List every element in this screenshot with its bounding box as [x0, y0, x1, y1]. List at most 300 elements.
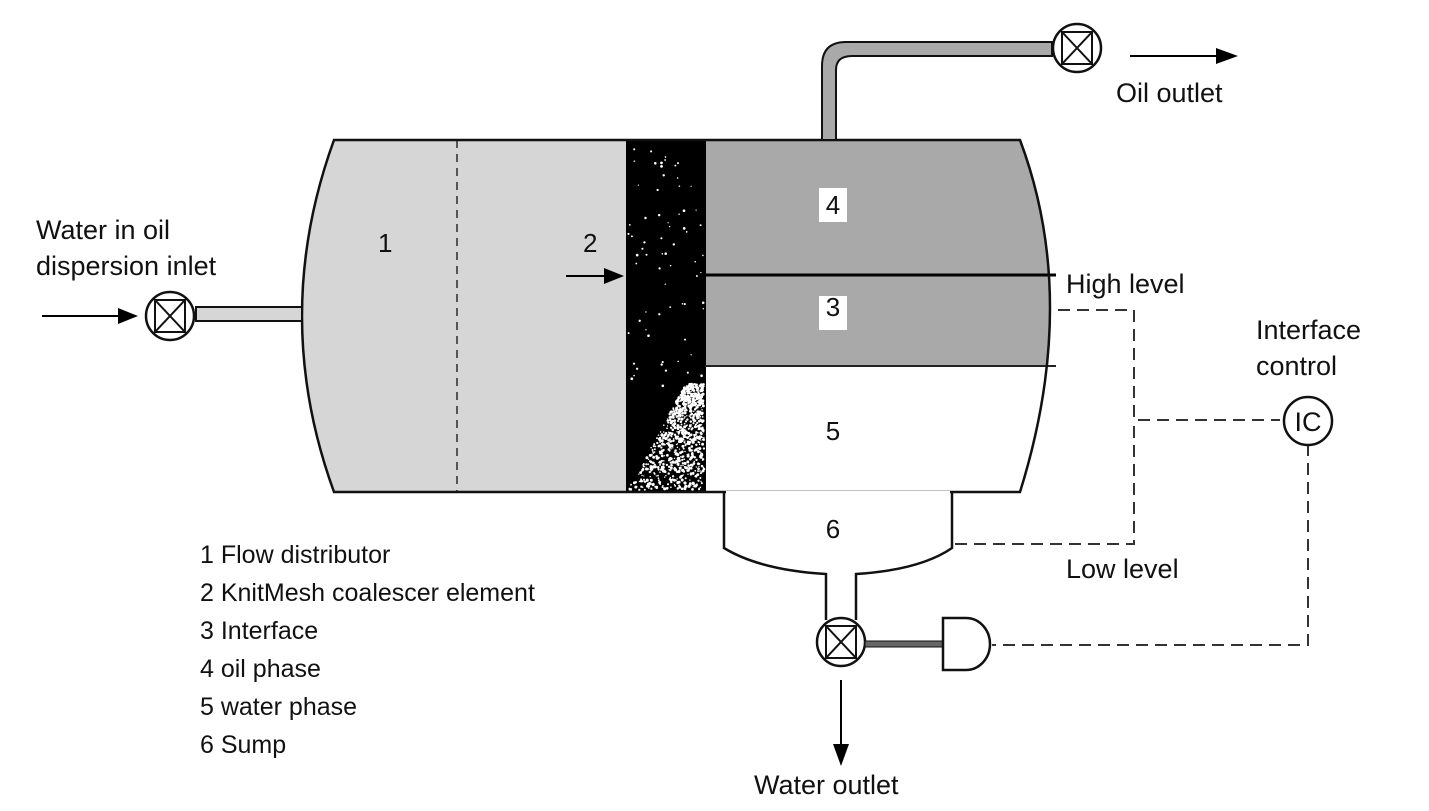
droplet [676, 438, 678, 440]
inlet-arrow-head [118, 308, 138, 324]
droplet [662, 174, 664, 176]
droplet [694, 261, 696, 263]
droplet [662, 466, 665, 469]
droplet [670, 427, 672, 429]
droplet [702, 302, 705, 305]
inlet-label-line2: dispersion inlet [36, 251, 217, 281]
valve-actuator[interactable] [943, 618, 990, 670]
droplet [673, 243, 675, 245]
droplet [677, 361, 679, 363]
droplet [660, 237, 662, 239]
droplet [676, 424, 679, 427]
droplet [661, 384, 664, 387]
droplet [701, 387, 704, 390]
droplet [695, 444, 697, 446]
droplet [691, 455, 694, 458]
droplet [690, 417, 692, 419]
sump-outline [724, 492, 952, 620]
droplet [690, 485, 691, 486]
droplet [656, 189, 658, 191]
droplet [679, 397, 681, 399]
droplet [654, 486, 656, 488]
droplet [693, 389, 696, 392]
droplet [682, 469, 685, 472]
droplet [678, 411, 681, 414]
droplet [645, 463, 647, 465]
droplet [695, 431, 698, 434]
droplet [653, 465, 655, 467]
interface-controller[interactable] [1284, 397, 1332, 445]
droplet [695, 209, 696, 210]
inlet-label-line1: Water in oil [36, 215, 171, 245]
droplet [664, 159, 666, 161]
droplet [686, 437, 689, 440]
droplet [668, 444, 670, 446]
droplet [684, 413, 685, 414]
droplet [702, 471, 703, 472]
droplet [682, 412, 684, 414]
droplet [645, 329, 646, 330]
droplet [630, 377, 633, 380]
droplet [687, 432, 690, 435]
droplet [699, 477, 701, 479]
droplet [690, 186, 691, 187]
droplet [648, 488, 649, 489]
droplet [703, 447, 705, 449]
droplet [660, 431, 662, 433]
droplet [663, 424, 665, 426]
inlet-valve[interactable] [146, 292, 194, 340]
droplet [673, 438, 675, 440]
droplet [674, 467, 675, 468]
droplet [679, 448, 680, 449]
droplet [638, 473, 639, 474]
droplet [699, 444, 700, 445]
droplet [667, 419, 670, 422]
droplet [682, 455, 684, 457]
droplet [703, 439, 705, 441]
droplet [698, 442, 700, 444]
droplet [669, 478, 671, 480]
droplet [670, 464, 672, 466]
droplet [689, 479, 690, 480]
droplet [696, 466, 697, 467]
droplet [644, 217, 646, 219]
droplet [650, 471, 652, 473]
droplet [701, 482, 703, 484]
droplet [662, 437, 665, 440]
droplet [701, 409, 703, 411]
droplet [671, 468, 672, 469]
droplet [669, 469, 671, 471]
droplet [694, 421, 695, 422]
water-outlet-arrow-head [833, 744, 849, 766]
droplet [667, 437, 668, 438]
droplet [682, 465, 683, 466]
droplet [658, 267, 660, 269]
droplet [679, 408, 681, 410]
droplet [643, 475, 644, 476]
droplet [674, 484, 675, 485]
droplet [677, 431, 680, 434]
droplet [647, 463, 649, 465]
droplet [701, 399, 702, 400]
droplet [680, 456, 681, 457]
droplet [673, 411, 675, 413]
droplet [664, 252, 667, 255]
droplet [669, 306, 671, 308]
droplet [693, 398, 695, 400]
droplet [667, 222, 668, 223]
droplet [661, 435, 663, 437]
droplet [683, 209, 686, 212]
oil-outlet-label: Oil outlet [1116, 78, 1223, 108]
droplet [677, 162, 679, 164]
droplet [674, 458, 676, 460]
droplet [684, 440, 685, 441]
droplet [635, 263, 637, 265]
zone-5-label: 5 [825, 416, 841, 446]
droplet [703, 308, 704, 309]
droplet [696, 436, 699, 439]
droplet [693, 461, 695, 463]
droplet [698, 397, 700, 399]
droplet [678, 469, 680, 471]
droplet [688, 391, 690, 393]
droplet [694, 425, 697, 428]
droplet [664, 444, 666, 446]
droplet [666, 464, 668, 466]
droplet [699, 416, 701, 418]
droplet [667, 433, 670, 436]
droplet [643, 479, 645, 481]
droplet [683, 388, 684, 389]
droplet [683, 227, 686, 230]
droplet [650, 150, 652, 152]
droplet [661, 363, 663, 365]
droplet [687, 474, 688, 475]
droplet [658, 434, 660, 436]
droplet [662, 361, 664, 363]
droplet [700, 403, 702, 405]
droplet [701, 465, 703, 467]
droplet [650, 461, 653, 464]
droplet [659, 441, 661, 443]
droplet [664, 477, 665, 478]
droplet [633, 375, 635, 377]
droplet [684, 485, 687, 488]
inlet-assembly [42, 292, 302, 340]
droplet [701, 412, 704, 415]
droplet [672, 447, 673, 448]
zone-6-label: 6 [825, 514, 841, 544]
droplet [691, 464, 694, 467]
droplet [702, 395, 703, 396]
zone-2-label: 2 [583, 228, 598, 258]
droplet [677, 414, 680, 417]
droplet [696, 439, 697, 440]
droplet [689, 459, 691, 461]
droplet [680, 421, 683, 424]
droplet [699, 429, 700, 430]
droplet [690, 405, 693, 408]
droplet [674, 449, 677, 452]
droplet [669, 414, 671, 416]
droplet [691, 452, 694, 455]
droplet [660, 165, 663, 168]
droplet [644, 489, 646, 491]
droplet [697, 411, 699, 413]
droplet [654, 162, 657, 165]
droplet [677, 405, 679, 407]
droplet [659, 461, 662, 464]
droplet [664, 433, 667, 436]
droplet [677, 453, 679, 455]
droplet [663, 431, 665, 433]
droplet [686, 231, 688, 233]
droplet [665, 284, 666, 285]
droplet [699, 488, 701, 490]
droplet [692, 441, 695, 444]
droplet [693, 438, 695, 440]
droplet [696, 415, 699, 418]
droplet [702, 427, 704, 429]
droplet [670, 477, 672, 479]
droplet [639, 320, 641, 322]
droplet [675, 408, 677, 410]
droplet [689, 441, 692, 444]
droplet [694, 405, 696, 407]
droplet [701, 407, 702, 408]
droplet [658, 313, 660, 315]
controller-symbol: IC [1294, 407, 1322, 437]
droplet [685, 477, 687, 479]
coalescer-element [626, 140, 706, 492]
droplet [668, 448, 671, 451]
droplet [696, 418, 698, 420]
droplet [630, 484, 632, 486]
droplet [698, 417, 700, 419]
droplet [656, 437, 658, 439]
droplet [677, 443, 678, 444]
droplet [682, 390, 685, 393]
droplet [681, 445, 684, 448]
droplet [676, 478, 677, 479]
droplet [691, 413, 693, 415]
droplet [692, 386, 694, 388]
droplet [696, 424, 697, 425]
droplet [658, 479, 660, 481]
droplet [671, 411, 673, 413]
droplet [633, 148, 635, 150]
droplet [702, 389, 704, 391]
high-level-label: High level [1066, 269, 1185, 299]
droplet [692, 400, 695, 403]
legend-item: 4 oil phase [200, 655, 321, 683]
droplet [689, 438, 691, 440]
droplet [702, 459, 704, 461]
droplet [678, 486, 681, 489]
droplet [680, 465, 682, 467]
droplet [699, 389, 702, 392]
droplet [667, 487, 669, 489]
droplet [689, 424, 691, 426]
flow-distributor-zone [260, 130, 628, 500]
droplet [700, 224, 702, 226]
droplet [697, 480, 699, 482]
droplet [675, 435, 677, 437]
droplet [629, 224, 631, 226]
droplet [640, 473, 641, 474]
droplet [674, 165, 676, 167]
droplet [658, 477, 660, 479]
droplet [641, 480, 643, 482]
droplet [670, 432, 673, 435]
legend-item: 3 Interface [200, 617, 319, 645]
water-outlet-valve[interactable] [817, 618, 865, 666]
droplet [682, 408, 684, 410]
droplet [664, 455, 665, 456]
droplet [697, 447, 699, 449]
droplet [681, 479, 684, 482]
droplet [682, 433, 685, 436]
droplet [682, 414, 684, 416]
droplet [631, 235, 633, 237]
droplet [645, 311, 646, 312]
droplet [698, 392, 700, 394]
droplet [692, 472, 695, 475]
droplet [692, 422, 694, 424]
droplet [700, 456, 703, 459]
droplet [636, 486, 638, 488]
droplet [659, 445, 661, 447]
low-level-label: Low level [1066, 554, 1179, 584]
droplet [677, 428, 679, 430]
droplet [647, 334, 650, 337]
droplet [681, 488, 684, 491]
droplet [689, 415, 690, 416]
droplet [665, 471, 667, 473]
droplet [703, 468, 706, 471]
droplet [690, 474, 691, 475]
legend-item: 1 Flow distributor [200, 541, 391, 569]
droplet [670, 486, 672, 488]
droplet [686, 469, 689, 472]
droplet [654, 448, 656, 450]
legend-item: 5 water phase [200, 693, 358, 721]
water-outlet-label: Water outlet [754, 770, 899, 800]
water-outlet-assembly [817, 618, 990, 766]
droplet [668, 432, 669, 433]
droplet [690, 403, 693, 406]
droplet [698, 466, 699, 467]
droplet [678, 481, 681, 484]
droplet [684, 462, 687, 465]
droplet [654, 464, 656, 466]
droplet [697, 467, 700, 470]
droplet [697, 462, 700, 465]
droplet [680, 441, 682, 443]
droplet [669, 226, 670, 227]
droplet [697, 399, 699, 401]
droplet [652, 449, 654, 451]
droplet [703, 437, 705, 439]
droplet [697, 394, 698, 395]
droplet [686, 396, 689, 399]
droplet [687, 372, 689, 374]
droplet [685, 387, 688, 390]
droplet [693, 486, 694, 487]
droplet [659, 439, 662, 442]
droplet [675, 402, 676, 403]
droplet [662, 463, 664, 465]
droplet [669, 419, 672, 422]
droplet [667, 422, 669, 424]
droplet [661, 443, 664, 446]
droplet [667, 425, 668, 426]
legend-item: 2 KnitMesh coalescer element [200, 579, 535, 607]
droplet [690, 467, 693, 470]
droplet [676, 462, 679, 465]
droplet [679, 467, 680, 468]
zone-4-label: 4 [825, 190, 841, 220]
droplet [685, 443, 687, 445]
droplet [693, 434, 695, 436]
droplet [695, 384, 697, 386]
oil-outlet-pipe [822, 42, 1052, 140]
droplet [647, 485, 650, 488]
droplet [684, 403, 687, 406]
droplet [641, 475, 643, 477]
sump-opening [726, 491, 950, 495]
droplet [697, 450, 700, 453]
droplet [640, 486, 642, 488]
droplet [683, 439, 684, 440]
droplet [679, 185, 681, 187]
droplet [690, 420, 692, 422]
droplet [650, 468, 653, 471]
legend [200, 541, 535, 759]
droplet [670, 265, 671, 266]
droplet [682, 474, 684, 476]
droplet [642, 464, 644, 466]
oil-outlet-valve[interactable] [1053, 24, 1101, 72]
high-level-signal-line [1058, 310, 1280, 420]
droplet [660, 162, 663, 165]
droplet [695, 448, 698, 451]
droplet [689, 388, 691, 390]
droplet [635, 481, 637, 483]
droplet [693, 411, 694, 412]
droplet [683, 458, 685, 460]
interface-control-label-line1: Interface [1256, 315, 1362, 345]
droplet [634, 160, 636, 162]
droplet [666, 427, 668, 429]
droplet [702, 255, 704, 257]
droplet [688, 484, 690, 486]
droplet [680, 418, 683, 421]
droplet [684, 423, 686, 425]
droplet [677, 177, 679, 179]
droplet [648, 459, 649, 460]
droplet [670, 481, 672, 483]
droplet [690, 411, 692, 413]
droplet [700, 272, 701, 273]
droplet [638, 185, 639, 186]
droplet [683, 404, 685, 406]
droplet [682, 394, 684, 396]
droplet [700, 383, 703, 386]
